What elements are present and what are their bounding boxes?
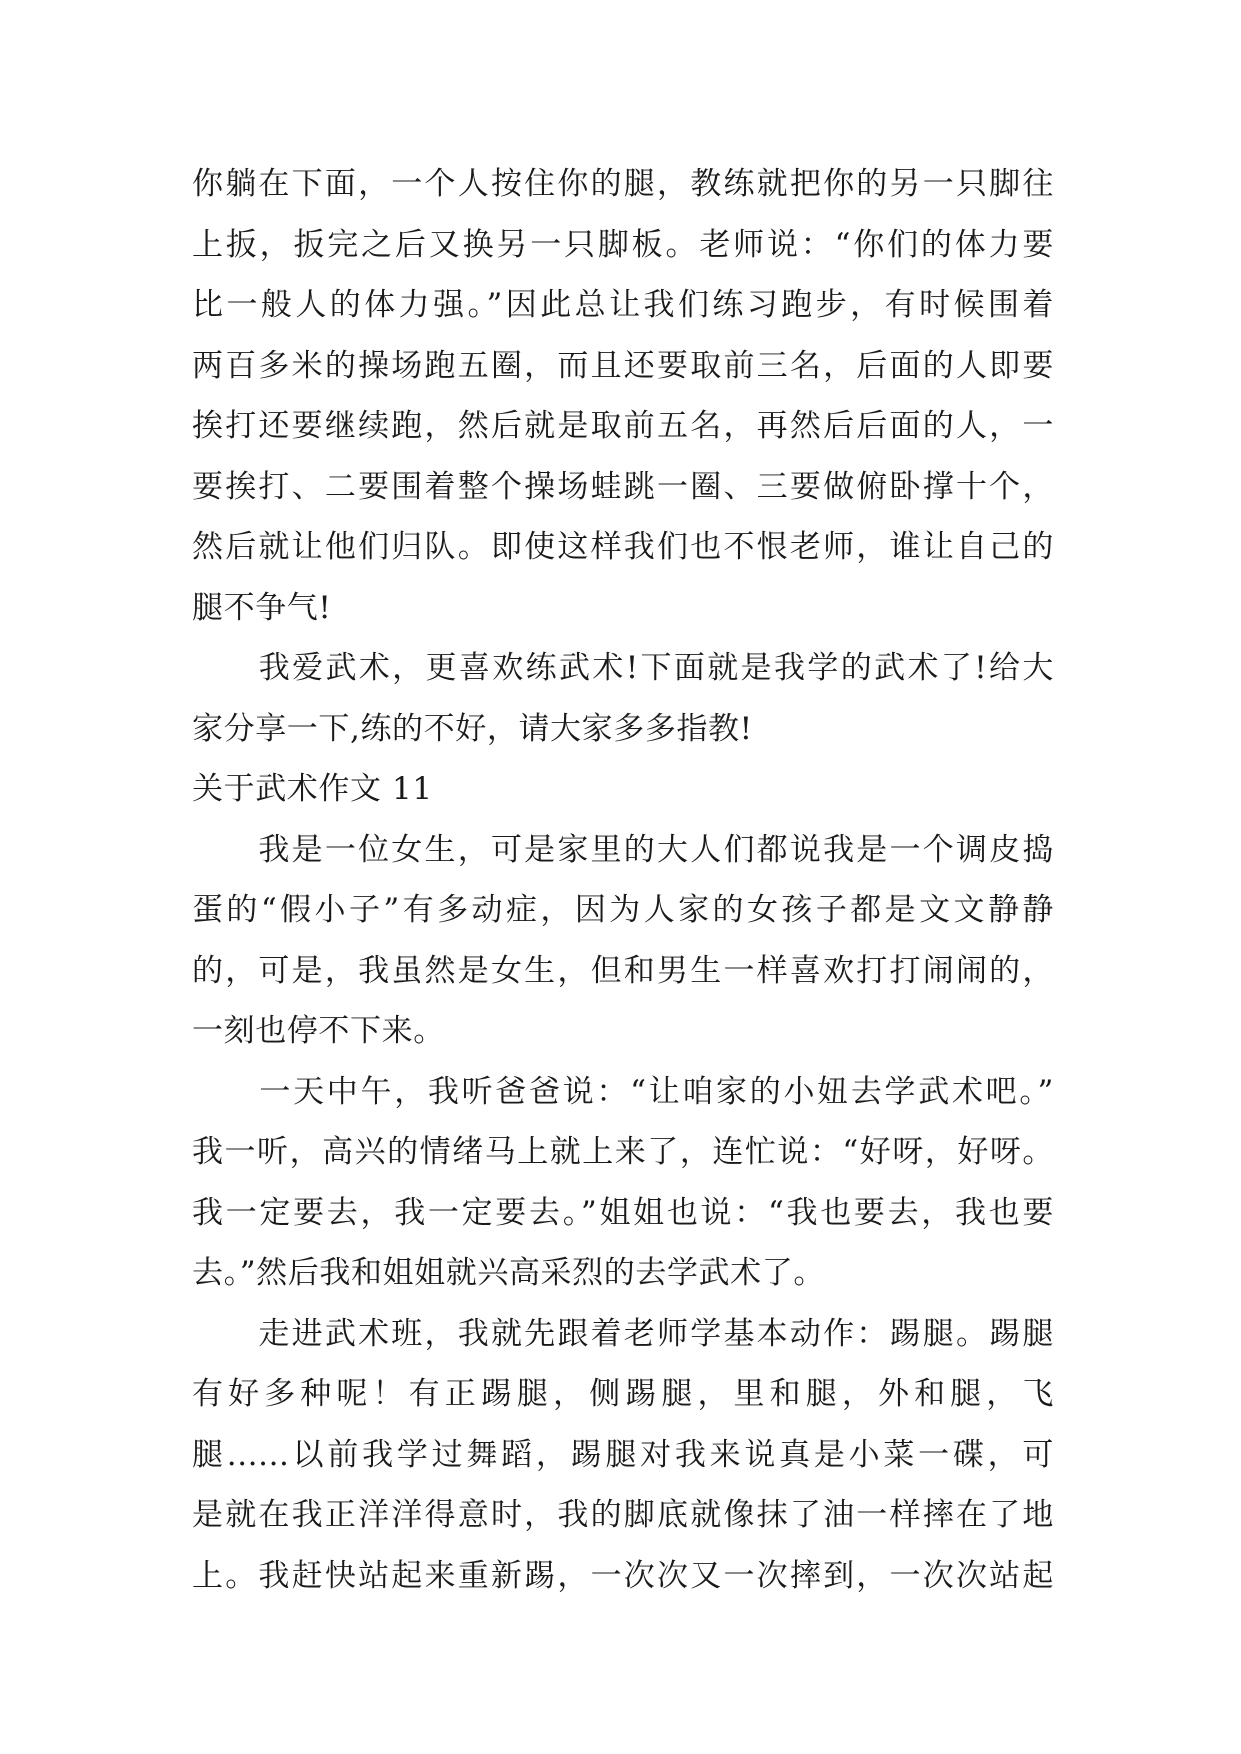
text-line: 你躺在下面，一个人按住你的腿，教练就把你的另一只脚往	[192, 166, 1054, 202]
text-line: 上扳，扳完之后又换另一只脚板。老师说：“你们的体力要	[192, 226, 1054, 263]
text-line: 去。”然后我和姐姐就兴高采烈的去学武术了。	[192, 1255, 825, 1291]
text-line: 走进武术班，我就先跟着老师学基本动作：踢腿。踢腿	[192, 1315, 1054, 1352]
text-line: 我爱武术，更喜欢练武术!下面就是我学的武术了!给大	[192, 650, 1054, 686]
text-line: 要挨打、二要围着整个操场蛙跳一圈、三要做俯卧撑十个，	[192, 468, 1054, 505]
text-line: 腿......以前我学过舞蹈，踢腿对我来说真是小菜一碟，可	[192, 1436, 1054, 1473]
text-line: 两百多米的操场跑五圈，而且还要取前三名，后面的人即要	[192, 347, 1054, 384]
text-line: 上。我赶快站起来重新踢，一次次又一次摔到，一次次站起	[192, 1557, 1054, 1594]
text-line: 我一定要去，我一定要去。”姐姐也说：“我也要去，我也要	[192, 1194, 1054, 1231]
text-line: 腿不争气!	[192, 589, 332, 626]
text-line: 的，可是，我虽然是女生，但和男生一样喜欢打打闹闹的，	[192, 952, 1054, 989]
text-line: 我是一位女生，可是家里的大人们都说我是一个调皮捣	[192, 831, 1054, 868]
text-line: 挨打还要继续跑，然后就是取前五名，再然后后面的人，一	[192, 408, 1054, 444]
text-line: 比一般人的体力强。”因此总让我们练习跑步，有时候围着	[192, 287, 1054, 323]
text-line: 一天中午，我听爸爸说：“让咱家的小妞去学武术吧。”	[192, 1073, 1054, 1110]
text-line: 一刻也停不下来。	[192, 1013, 445, 1049]
text-line: 蛋的“假小子”有多动症，因为人家的女孩子都是文文静静	[192, 892, 1054, 928]
text-line: 然后就让他们归队。即使这样我们也不恨老师，谁让自己的	[192, 529, 1054, 565]
text-line: 有好多种呢！有正踢腿，侧踢腿，里和腿，外和腿，飞	[192, 1376, 1054, 1412]
section-heading: 关于武术作文 11	[192, 771, 433, 807]
text-line: 是就在我正洋洋得意时，我的脚底就像抹了油一样摔在了地	[192, 1497, 1054, 1533]
text-line: 我一听，高兴的情绪马上就上来了，连忙说：“好呀，好呀。	[192, 1134, 1054, 1170]
document-body	[192, 154, 1054, 1606]
text-line: 家分享一下,练的不好，请大家多多指教!	[192, 710, 753, 747]
